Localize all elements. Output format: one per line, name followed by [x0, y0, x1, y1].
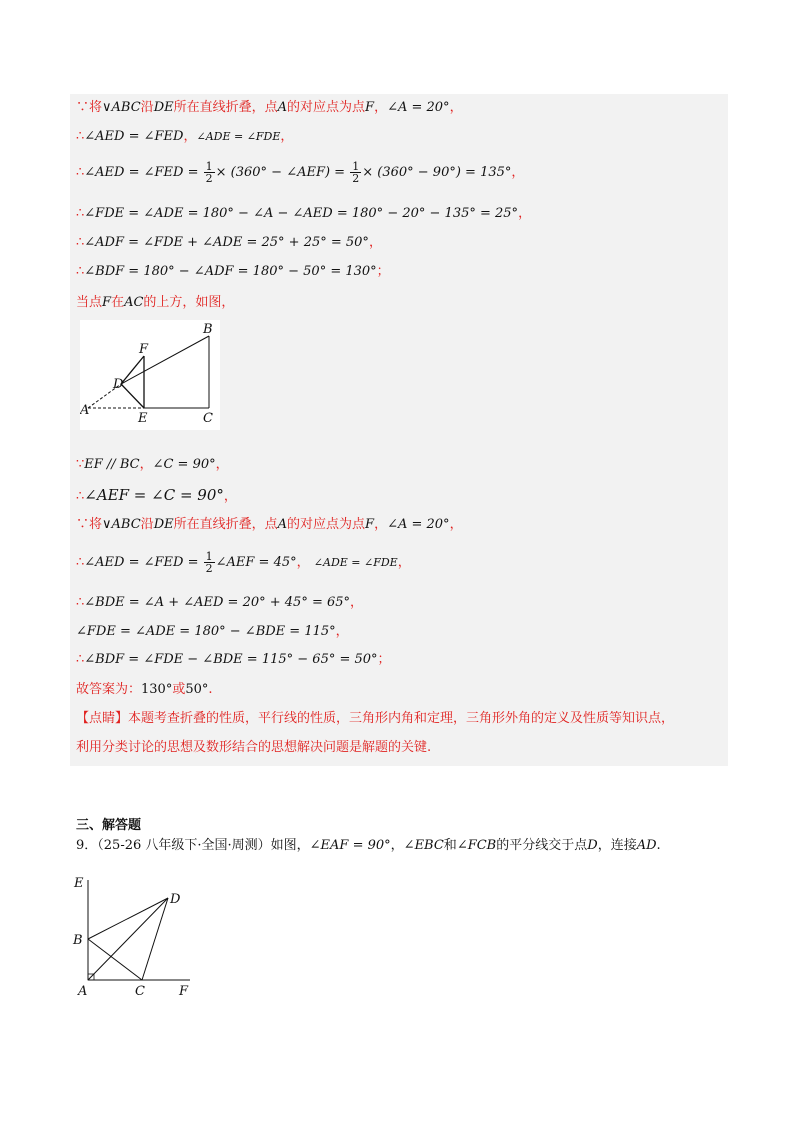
label-f: F [179, 984, 189, 999]
fraction-half: $\frac{1}{2}$ [352, 160, 360, 185]
solution-line-6: ∴∠BDF = 180° − ∠ADF = 180° − 50° = 130°； [76, 264, 390, 279]
solution-line-10: ∵将∨ABC沿DE所在直线折叠，点A的对应点为点F，∠A = 20°， [76, 517, 463, 532]
label-d: D [170, 892, 181, 907]
fold-diagram-1 [80, 320, 220, 430]
solution-line-3: ∴∠AED = ∠FED = $\frac{1}{2}$ × (360° − ∠AEF) = $\frac{1}{2}$ × (360° − 90°) = 135°， [76, 160, 525, 185]
label-a: A [80, 403, 90, 418]
label-c: C [135, 984, 145, 999]
question-9: 9．（25-26 八年级下·全国·周测）如图，∠EAF = 90°，∠EBC和∠FCB的平分线交于点D，连接AD. [76, 838, 661, 853]
solution-line-7: 当点F在AC的上方，如图， [76, 295, 235, 310]
fraction-half: $\frac{1}{2}$ [205, 160, 213, 185]
label-b: B [73, 933, 83, 948]
section-title: 三、解答题 [76, 818, 142, 833]
label-e: E [138, 411, 148, 426]
solution-line-5: ∴∠ADF = ∠FDE + ∠ADE = 25° + 25° = 50°， [76, 235, 382, 250]
label-b: B [203, 322, 213, 337]
solution-line-4: ∴∠FDE = ∠ADE = 180° − ∠A − ∠AED = 180° − 20° − 135° = 25°， [76, 206, 532, 221]
label-e: E [74, 876, 84, 891]
label-f: F [139, 342, 149, 357]
comment-line-2: 利用分类讨论的思想及数形结合的思想解决问题是解题的关键. [76, 740, 432, 755]
solution-line-8: ∵EF // BC，∠C = 90°， [76, 457, 229, 472]
solution-line-12: ∴∠BDE = ∠A + ∠AED = 20° + 45° = 65°， [76, 595, 364, 610]
solution-line-2: ∴∠AED = ∠FED，∠ADE = ∠FDE， [76, 129, 294, 144]
fraction-half: $\frac{1}{2}$ [205, 550, 213, 575]
comment-line-1: 【点睛】本题考查折叠的性质，平行线的性质，三角形内角和定理，三角形外角的定义及性质等知识点， [76, 711, 675, 726]
label-d: D [113, 377, 124, 392]
solution-line-9: ∴∠AEF = ∠C = 90°， [76, 486, 237, 504]
solution-line-13: ∠FDE = ∠ADE = 180° − ∠BDE = 115°， [76, 624, 349, 639]
solution-line-11: ∴∠AED = ∠FED = $\frac{1}{2}$ ∠AEF = 45°， ∠ADE = ∠FDE， [76, 550, 411, 575]
label-a: A [78, 984, 88, 999]
solution-line-1: ∵将∨ABC沿DE所在直线折叠，点A的对应点为点F，∠A = 20°， [76, 100, 463, 115]
label-c: C [203, 411, 213, 426]
angle-bisector-diagram [70, 870, 200, 1000]
solution-line-14: ∴∠BDF = ∠FDE − ∠BDE = 115° − 65° = 50°； [76, 652, 391, 667]
answer-line: 故答案为：130°或50°. [76, 682, 213, 697]
